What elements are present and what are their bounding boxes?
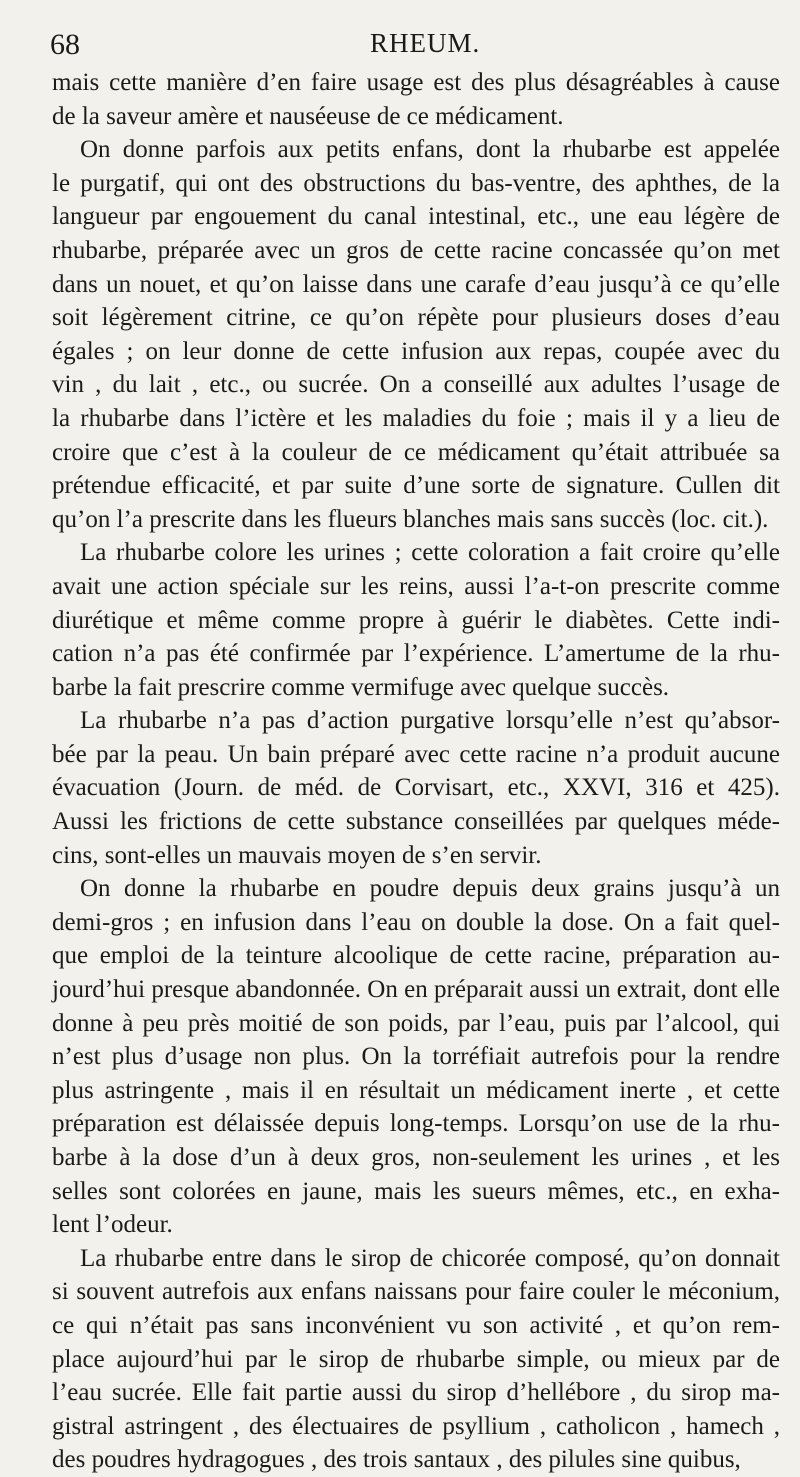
text-line: évacuation (Journ. de méd. de Corvisart, etc., XXVI, 316 et 425). bbox=[52, 774, 780, 802]
text-line: place aujourd’hui par le sirop de rhubarbe simple, ou mieux par de bbox=[52, 1345, 780, 1373]
body-text bbox=[52, 66, 780, 1477]
text-line: cation n’a pas été confirmée par l’expérience. L’amertume de la rhu- bbox=[52, 640, 780, 668]
text-line: égales ; on leur donne de cette infusion aux repas, coupée avec du bbox=[52, 337, 780, 365]
text-line: La rhubarbe n’a pas d’action purgative lorsqu’elle n’est qu’absor- bbox=[80, 707, 780, 735]
text-line: préparation est délaissée depuis long-temps. Lorsqu’on use de la rhu- bbox=[52, 1110, 780, 1138]
text-line: rhubarbe, préparée avec un gros de cette racine concassée qu’on met bbox=[52, 236, 780, 264]
text-line: selles sont colorées en jaune, mais les sueurs mêmes, etc., en exha- bbox=[52, 1177, 780, 1205]
text-line: jourd’hui presque abandonnée. On en préparait aussi un extrait, dont elle bbox=[52, 976, 780, 1004]
text-line: diurétique et même comme propre à guérir le diabètes. Cette indi- bbox=[52, 606, 780, 634]
text-line: mais cette manière d’en faire usage est des plus désagréables à cause bbox=[52, 69, 780, 96]
text-line: On donne parfois aux petits enfans, dont la rhubarbe est appelée bbox=[80, 136, 780, 164]
text-line: plus astringente , mais il en résultait un médicament inerte , et cette bbox=[52, 1076, 780, 1104]
text-line: que emploi de la teinture alcoolique de cette racine, préparation au- bbox=[52, 942, 780, 970]
text-line: On donne la rhubarbe en poudre depuis deux grains jusqu’à un bbox=[80, 875, 780, 903]
text-line: gistral astringent , des électuaires de psyllium , catholicon , hamech , bbox=[52, 1412, 780, 1440]
paragraph bbox=[52, 133, 780, 536]
text-line: dans un nouet, et qu’on laisse dans une carafe d’eau jusqu’à ce qu’elle bbox=[52, 270, 780, 298]
text-line: demi-gros ; en infusion dans l’eau on double la dose. On a fait quel- bbox=[52, 908, 780, 936]
text-line: ce qui n’était pas sans inconvénient vu son activité , et qu’on rem- bbox=[52, 1311, 780, 1339]
text-line: si souvent autrefois aux enfans naissans pour faire couler le méconium, bbox=[52, 1278, 780, 1306]
text-line: qu’on l’a prescrite dans les flueurs blanches mais sans succès (loc. cit.). bbox=[52, 505, 769, 533]
text-line: croire que c’est à la couleur de ce médicament qu’était attribuée sa bbox=[52, 438, 780, 466]
text-line: n’est plus d’usage non plus. On la torréfiait autrefois pour la rendre bbox=[52, 1043, 780, 1071]
text-line: lent l’odeur. bbox=[52, 1211, 173, 1239]
text-line: barbe la fait prescrire comme vermifuge avec quelque succès. bbox=[52, 673, 670, 701]
text-line: La rhubarbe colore les urines ; cette coloration a fait croire qu’elle bbox=[80, 539, 780, 567]
text-line: avait une action spéciale sur les reins, aussi l’a-t-on prescrite comme bbox=[52, 572, 780, 600]
text-line: langueur par engouement du canal intestinal, etc., une eau légère de bbox=[52, 203, 780, 231]
page-number: 68 bbox=[50, 28, 80, 61]
page-header bbox=[50, 28, 780, 64]
paragraph bbox=[52, 1242, 780, 1477]
text-line: prétendue efficacité, et par suite d’une sorte de signature. Cullen dit bbox=[52, 472, 780, 500]
text-line: le purgatif, qui ont des obstructions du bas-ventre, des aphthes, de la bbox=[52, 169, 780, 197]
text-line: Aussi les frictions de cette substance conseillées par quelques méde- bbox=[52, 808, 780, 836]
paragraph bbox=[52, 536, 780, 704]
text-line: de la saveur amère et nauséeuse de ce médicament. bbox=[52, 102, 564, 130]
paragraph bbox=[52, 872, 780, 1242]
text-line: donne à peu près moitié de son poids, par l’eau, puis par l’alcool, qui bbox=[52, 1009, 780, 1037]
text-line: bée par la peau. Un bain préparé avec cette racine n’a produit aucune bbox=[52, 740, 780, 768]
text-line: la rhubarbe dans l’ictère et les maladies du foie ; mais il y a lieu de bbox=[52, 404, 780, 432]
text-line: des poudres hydragogues , des trois santaux , des pilules sine quibus, bbox=[52, 1446, 741, 1474]
text-line: barbe à la dose d’un à deux gros, non-seulement les urines , et les bbox=[52, 1144, 780, 1171]
text-line: l’eau sucrée. Elle fait partie aussi du sirop d’hellébore , du sirop ma- bbox=[52, 1379, 780, 1407]
running-title: RHEUM. bbox=[370, 28, 481, 58]
paragraph bbox=[52, 66, 780, 133]
text-line: soit légèrement citrine, ce qu’on répète pour plusieurs doses d’eau bbox=[52, 304, 780, 332]
paragraph bbox=[52, 704, 780, 872]
text-line: vin , du lait , etc., ou sucrée. On a conseillé aux adultes l’usage de bbox=[52, 371, 780, 399]
text-line: cins, sont-elles un mauvais moyen de s’en servir. bbox=[52, 841, 542, 869]
text-line: La rhubarbe entre dans le sirop de chicorée composé, qu’on donnait bbox=[80, 1244, 780, 1272]
